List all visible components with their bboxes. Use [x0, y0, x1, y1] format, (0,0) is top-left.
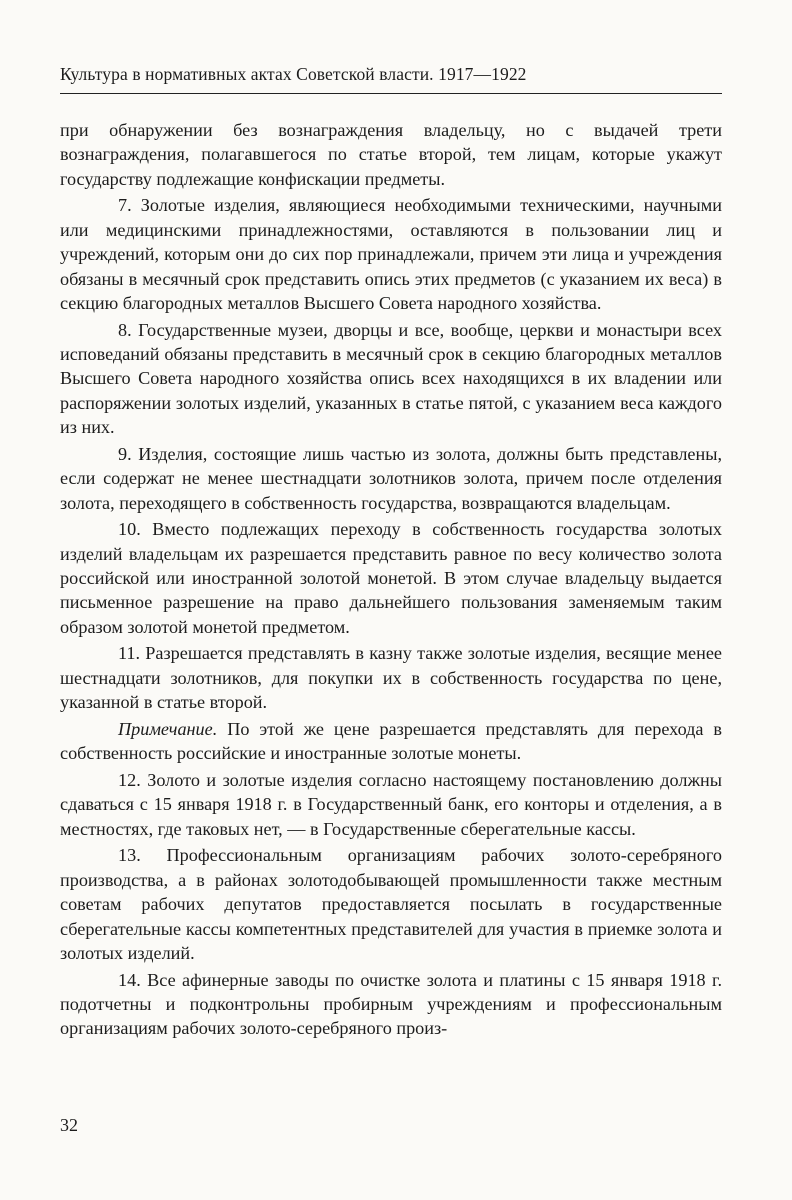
article-9: 9. Изделия, состоящие лишь частью из золота, должны быть представлены, если содержат не менее шестнадцати золотников золота, причем после отделения золота, переходящего в собственность государства, возвращаются владельцам. [60, 443, 722, 513]
page-number: 32 [60, 1115, 78, 1135]
article-13: 13. Профессиональным организациям рабочих золото-серебряного производства, а в районах золотодобывающей промышленности также местным советам рабочих депутатов предоставляется посылать в государственные сберегательные кассы компетентных представителей для участия в приемке золота и золотых изделий. [60, 845, 722, 963]
article-11: 11. Разрешается представлять в казну также золотые изделия, весящие менее шестнадцати золотников, для покупки их в собственность государства по цене, указанной в статье второй. [60, 643, 722, 713]
paragraph-continuation: при обнаружении без вознаграждения владельцу, но с выдачей трети вознаграждения, полагавшегося по статье второй, тем лицам, которые укажут государству подлежащие конфискации предметы. [60, 120, 722, 189]
article-10: 10. Вместо подлежащих переходу в собственность государства золотых изделий владельцам их разрешается представить равное по весу количество золота российской или иностранной золотой монетой. В этом случае владельцу выдается письменное разрешение на право дальнейшего пользования заменяемым таким образом золотой монетой предметом. [60, 519, 722, 637]
article-8: 8. Государственные музеи, дворцы и все, вообще, церкви и монастыри всех исповеданий обязаны представить в месячный срок в секцию благородных металлов Высшего Совета народного хозяйства опись всех находящихся в их владении или распоряжении золотых изделий, указанных в статье пятой, с указанием веса каждого из них. [60, 319, 722, 438]
article-14: 14. Все афинерные заводы по очистке золота и платины с 15 января 1918 г. подотчетны и подконтрольны пробирным учреждениям и профессиональным организациям рабочих золото-серебряного произ- [60, 969, 722, 1039]
note-text: По этой же цене разрешается представлять для перехода в собственность российские и иностранные золотые монеты. [60, 718, 722, 764]
article-7: 7. Золотые изделия, являющиеся необходимыми техническими, научными или медицинскими принадлежностями, оставляются в пользовании лиц и учреждений, которым они до сих пор принадлежали, причем эти лица и учреждения обязаны в месячный срок представить опись этих предметов (с указанием их веса) в секцию благородных металлов Высшего Совета народного хозяйства. [60, 195, 722, 314]
running-header: Культура в нормативных актах Советской власти. 1917—1922 [60, 64, 527, 84]
page-body [60, 118, 722, 1043]
article-11-note [60, 717, 722, 766]
article-12: 12. Золото и золотые изделия согласно настоящему постановлению должны сдаваться с 15 января 1918 г. в Государственный банк, его конторы и отделения, а в местностях, где таковых нет, — в Государственные сберегательные кассы. [60, 769, 722, 839]
note-label: Примечание. [118, 718, 218, 739]
header-rule [60, 93, 722, 94]
